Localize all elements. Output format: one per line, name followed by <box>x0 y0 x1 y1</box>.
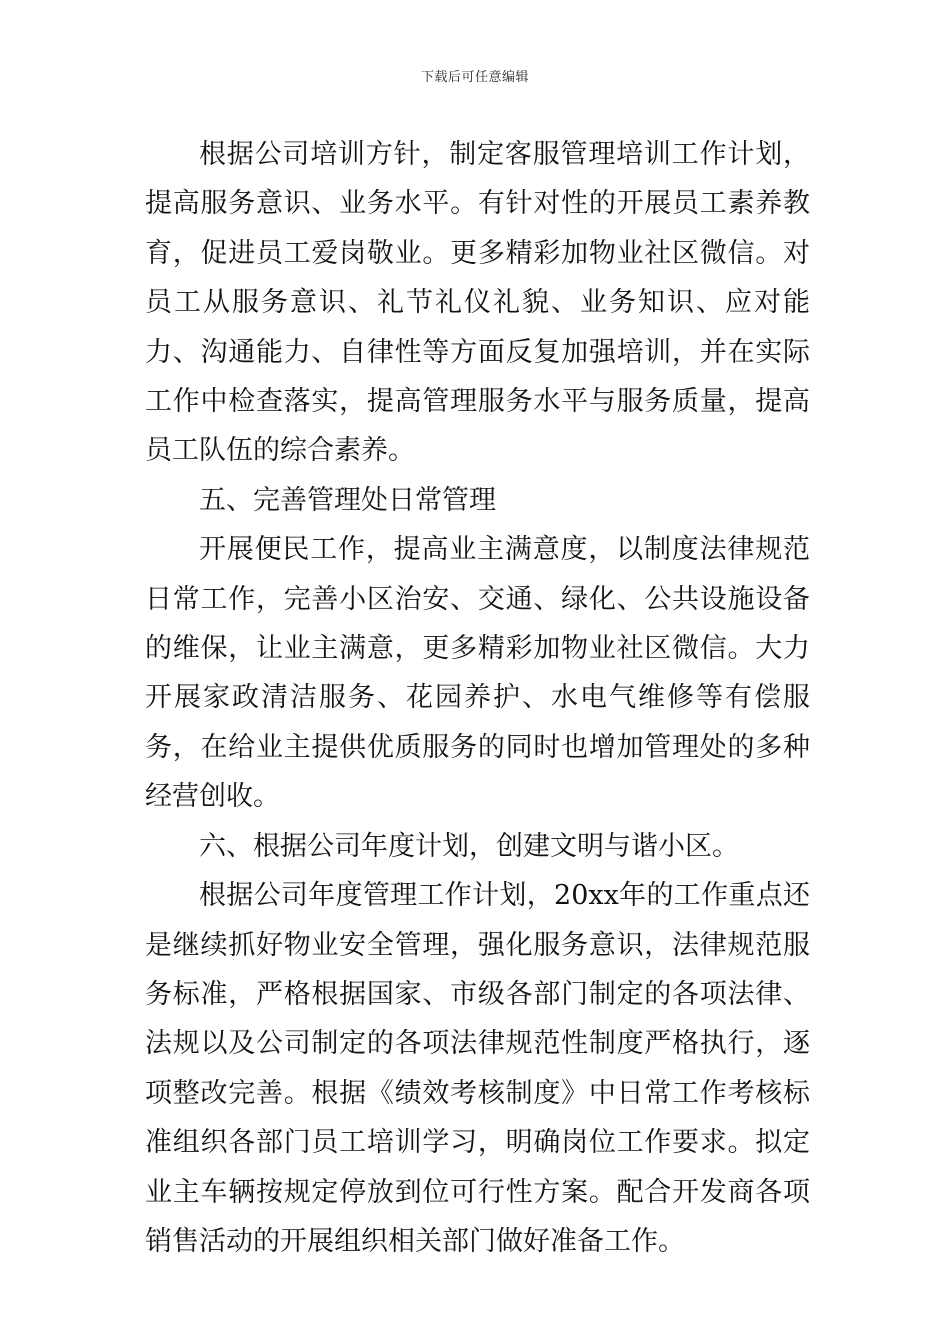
page-header: 下载后可任意编辑 <box>420 70 529 85</box>
section-heading-six: 六、根据公司年度计划，创建文明与谐小区。 <box>199 830 739 862</box>
document-body <box>145 130 810 1266</box>
paragraph-training-plan: 根据公司培训方针，制定客服管理培训工作计划，提高服务意识、业务水平。有针对性的开展员工素养教育，促进员工爱岗敬业。更多精彩加物业社区微信。对员工从服务意识、礼节礼仪礼貌、业务知识、应对能力、沟通能力、自律性等方面反复加强培训，并在实际工作中检查落实，提高管理服务水平与服务质量，提高员工队伍的综合素养。 <box>145 139 810 467</box>
paragraph-daily-management: 开展便民工作，提高业主满意度，以制度法律规范日常工作，完善小区治安、交通、绿化、公共设施设备的维保，让业主满意，更多精彩加物业社区微信。大力开展家政清洁服务、花园养护、水电气维修等有偿服务，在给业主提供优质服务的同时也增加管理处的多种经营创收。 <box>145 534 810 813</box>
paragraph-annual-plan: 根据公司年度管理工作计划，20xx年的工作重点还是继续抓好物业安全管理，强化服务意识，法律规范服务标准，严格根据国家、市级各部门制定的各项法律、法规以及公司制定的各项法律规范性制度严格执行，逐项整改完善。根据《绩效考核制度》中日常工作考核标准组织各部门员工培训学习，明确岗位工作要求。拟定业主车辆按规定停放到位可行性方案。配合开发商各项销售活动的开展组织相关部门做好准备工作。 <box>145 880 810 1257</box>
section-heading-five: 五、完善管理处日常管理 <box>199 484 496 516</box>
